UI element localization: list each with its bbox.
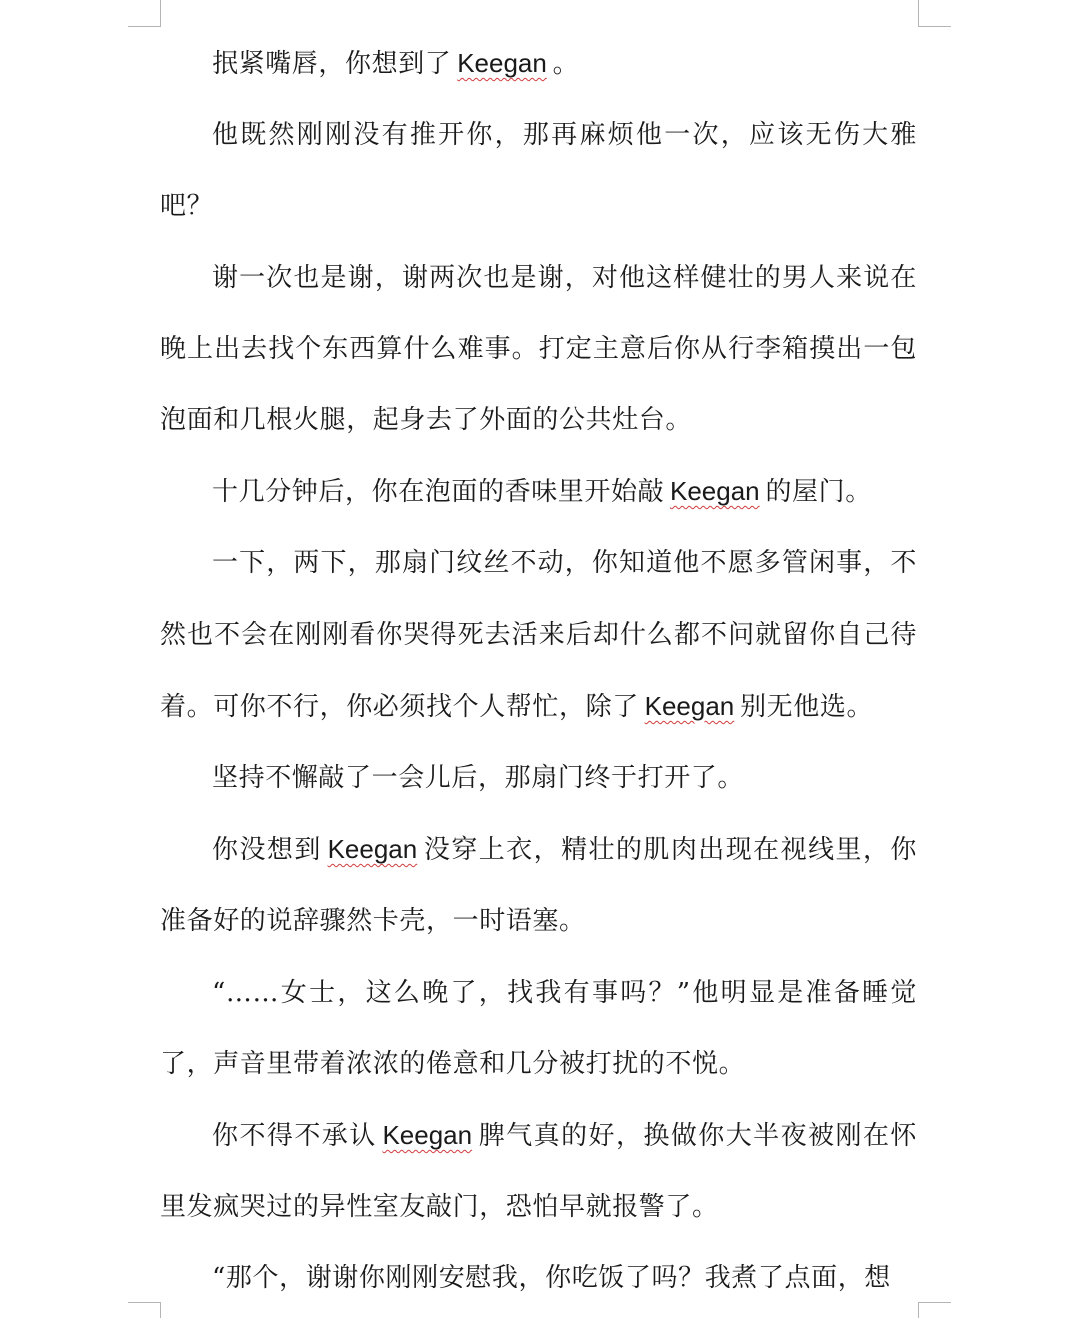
paragraph-text: 谢一次也是谢，谢两次也是谢，对他这样健壮的男人来说在晚上出去找个东西算什么难事。打定主意后你从行李箱摸出一包泡面和几根火腿，起身去了外面的公共灶台。 — [160, 262, 917, 436]
paragraph — [160, 1243, 917, 1314]
paragraph — [160, 528, 917, 743]
paragraph — [160, 243, 917, 457]
document-body[interactable] — [160, 28, 917, 1315]
paragraph-text: 没穿上衣，精壮的肌肉出现在视线里，你准备好的说辞骤然卡壳，一时语塞。 — [160, 835, 917, 937]
paragraph-text: 脾气真的好，换做你大半夜被刚在怀里发疯哭过的异性室友敲门，恐怕早就报警了。 — [160, 1121, 917, 1223]
paragraph-text: 抿紧嘴唇，你想到了 — [212, 49, 452, 79]
paragraph-text: 的屋门。 — [765, 477, 872, 508]
corner-mark-top-left — [128, 0, 161, 27]
spellcheck-word: Keegan — [644, 690, 735, 721]
paragraph-text: 别无他选。 — [740, 691, 874, 722]
paragraph — [160, 28, 917, 100]
paragraph — [160, 100, 917, 242]
corner-mark-bottom-right — [918, 1302, 951, 1318]
paragraph-text: 一下，两下，那扇门纹丝不动，你知道他不愿多管闲事，不然也不会在刚刚看你哭得死去活来后却什么都不问就留你自己待着。可你不行，你必须找个人帮忙，除了 — [160, 548, 917, 722]
paragraph — [160, 958, 917, 1100]
paragraph-text: 你不得不承认 — [212, 1121, 377, 1152]
paragraph — [160, 456, 917, 528]
paragraph — [160, 1100, 917, 1243]
corner-mark-bottom-left — [128, 1302, 161, 1318]
paragraph-text: 十几分钟后，你在泡面的香味里开始敲 — [212, 477, 665, 508]
paragraph-text: 他既然刚刚没有推开你，那再麻烦他一次，应该无伤大雅吧？ — [160, 120, 917, 222]
paragraph-text: “……女士，这么晚了，找我有事吗？”他明显是准备睡觉了，声音里带着浓浓的倦意和几分被打扰的不悦。 — [160, 977, 917, 1079]
paragraph-text: 坚持不懈敲了一会儿后，那扇门终于打开了。 — [212, 763, 745, 794]
paragraph-text: “那个，谢谢你刚刚安慰我，你吃饭了吗？我煮了点面，想 — [212, 1263, 891, 1294]
spellcheck-word: Keegan — [382, 1120, 473, 1151]
corner-mark-top-right — [918, 0, 951, 27]
spellcheck-word: Keegan — [327, 834, 418, 865]
spellcheck-word: Keegan — [457, 48, 547, 78]
paragraph-text: 你没想到 — [212, 835, 322, 866]
paragraph — [160, 743, 917, 814]
paragraph — [160, 814, 917, 957]
paragraph-text: 。 — [552, 49, 580, 79]
spellcheck-word: Keegan — [670, 476, 760, 507]
